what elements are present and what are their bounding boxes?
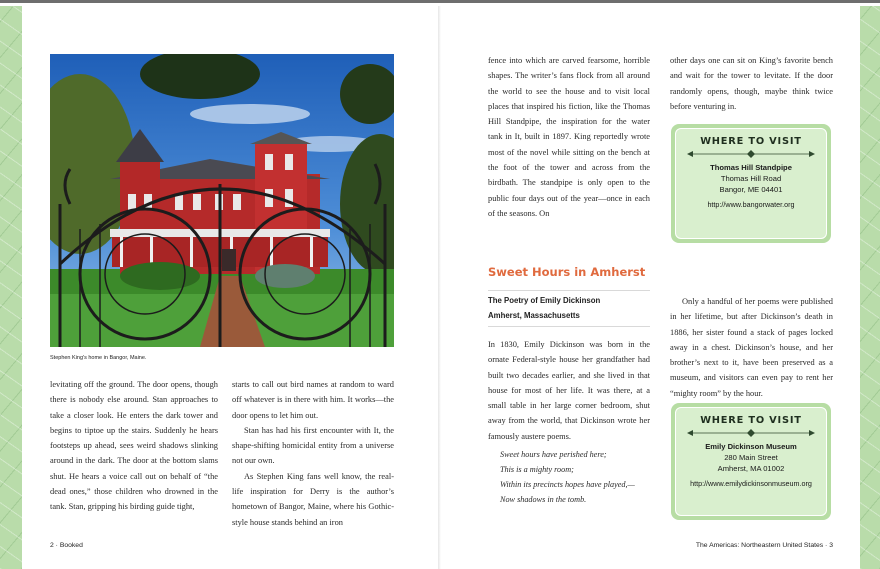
stephen-king-house-photo (50, 54, 394, 347)
section-subtitle: The Poetry of Emily Dickinson (488, 296, 601, 305)
where-to-visit-title: WHERE TO VISIT (700, 415, 802, 426)
right-page-column-2-top (670, 53, 833, 114)
right-decorative-border (860, 6, 880, 569)
poem-line: Within its precincts hopes have played,— (500, 480, 635, 489)
where-to-visit-box-standpipe (671, 124, 831, 243)
divider (488, 290, 650, 291)
venue-address-line-2: Bangor, ME 04401 (719, 185, 783, 194)
venue-url[interactable]: http://www.emilydickinsonmuseum.org (690, 479, 812, 488)
venue-name: Emily Dickinson Museum (705, 442, 797, 451)
venue-address-line-2: Amherst, MA 01002 (717, 464, 785, 473)
venue-name: Thomas Hill Standpipe (710, 163, 792, 172)
right-page-column-1 (488, 53, 650, 221)
divider (488, 326, 650, 327)
where-to-visit-box-dickinson (671, 403, 831, 520)
photo-caption: Stephen King's home in Bangor, Maine. (50, 355, 147, 361)
venue-url[interactable]: http://www.bangorwater.org (707, 200, 795, 209)
page-gutter (438, 6, 441, 569)
venue-address-line-1: Thomas Hill Road (720, 174, 782, 183)
paragraph: fence into which are carved fearsome, horrible shapes. The writer’s fans flock from all around the world to see the house and to visit local places that inspired his fiction, like the Thomas Hill Standpipe, the inspiration for the water tank in It, built in 1897. King reportedly wrote most of the novel while sitting on the bench at the foot of the tower and across from the birdbath. The standpipe is only open to the public four days out of the year—once in each of the seasons. On (488, 56, 650, 218)
decorative-arrow-icon (687, 429, 815, 437)
decorative-arrow-icon (687, 150, 815, 158)
paragraph: starts to call out bird names at random to ward off whatever is in there with him. It works—the door opens to let him out. (232, 380, 394, 420)
right-page-footer: The Americas: Northeastern United States · 3 (695, 542, 833, 549)
left-page-column-2 (232, 377, 394, 530)
house-illustration (50, 54, 394, 347)
where-to-visit-title: WHERE TO VISIT (700, 136, 802, 147)
poem-excerpt (500, 447, 650, 507)
poem-line: Now shadows in the tomb. (500, 495, 587, 504)
left-decorative-border (0, 6, 22, 569)
dickinson-paragraph (488, 337, 650, 444)
paragraph: In 1830, Emily Dickinson was born in the ornate Federal-style house her grandfather had built two decades earlier, and she lived in that house for most of her life. It was there, at a small table in her large corner bedroom, shut away from the world, that Dickinson wrote her famously austere poems. (488, 340, 650, 441)
left-page-footer: 2 · Booked (50, 542, 83, 549)
paragraph: Only a handful of her poems were published in her lifetime, but after Dickinson’s death in 1886, her sister found a stack of pages locked away in a chest. Dickinson’s house, and her brother’s next to it, have been preserved as a museum, and visitors can even pay to rent her “mighty room” by the hour. (670, 297, 833, 398)
paragraph: other days one can sit on King’s favorite bench and wait for the tower to levitate. If the door randomly opens, though, maybe think twice before venturing in. (670, 56, 833, 111)
section-title: Sweet Hours in Amherst (488, 265, 646, 279)
section-location: Amherst, Massachusetts (488, 311, 580, 320)
paragraph: As Stephen King fans well know, the real-life inspiration for Derry is the author’s hometown of Bangor, Maine, where his Gothic-style house stands behind an iron (232, 471, 394, 527)
poem-line: This is a mighty room; (500, 465, 574, 474)
paragraph: levitating off the ground. The door opens, though there is nobody else around. Stan approaches to take a closer look. He enters the dark tower and begins to tiptoe up the stairs. Suddenly he hears footsteps up ahead, sees weird shadows slinking around in the dark. The door at the bottom slams shut. He hears a voice call out on behalf of “the dead ones,” those children who drowned in the tank. Stan, gripping his birding guide tight, (50, 380, 218, 512)
right-page-column-2-bottom (670, 294, 833, 401)
paragraph: Stan has had his first encounter with It, the shape-shifting homicidal entity from a universe not our own. (232, 425, 394, 466)
venue-address-line-1: 280 Main Street (724, 453, 778, 462)
left-page-column-1 (50, 377, 218, 515)
poem-line: Sweet hours have perished here; (500, 450, 607, 459)
